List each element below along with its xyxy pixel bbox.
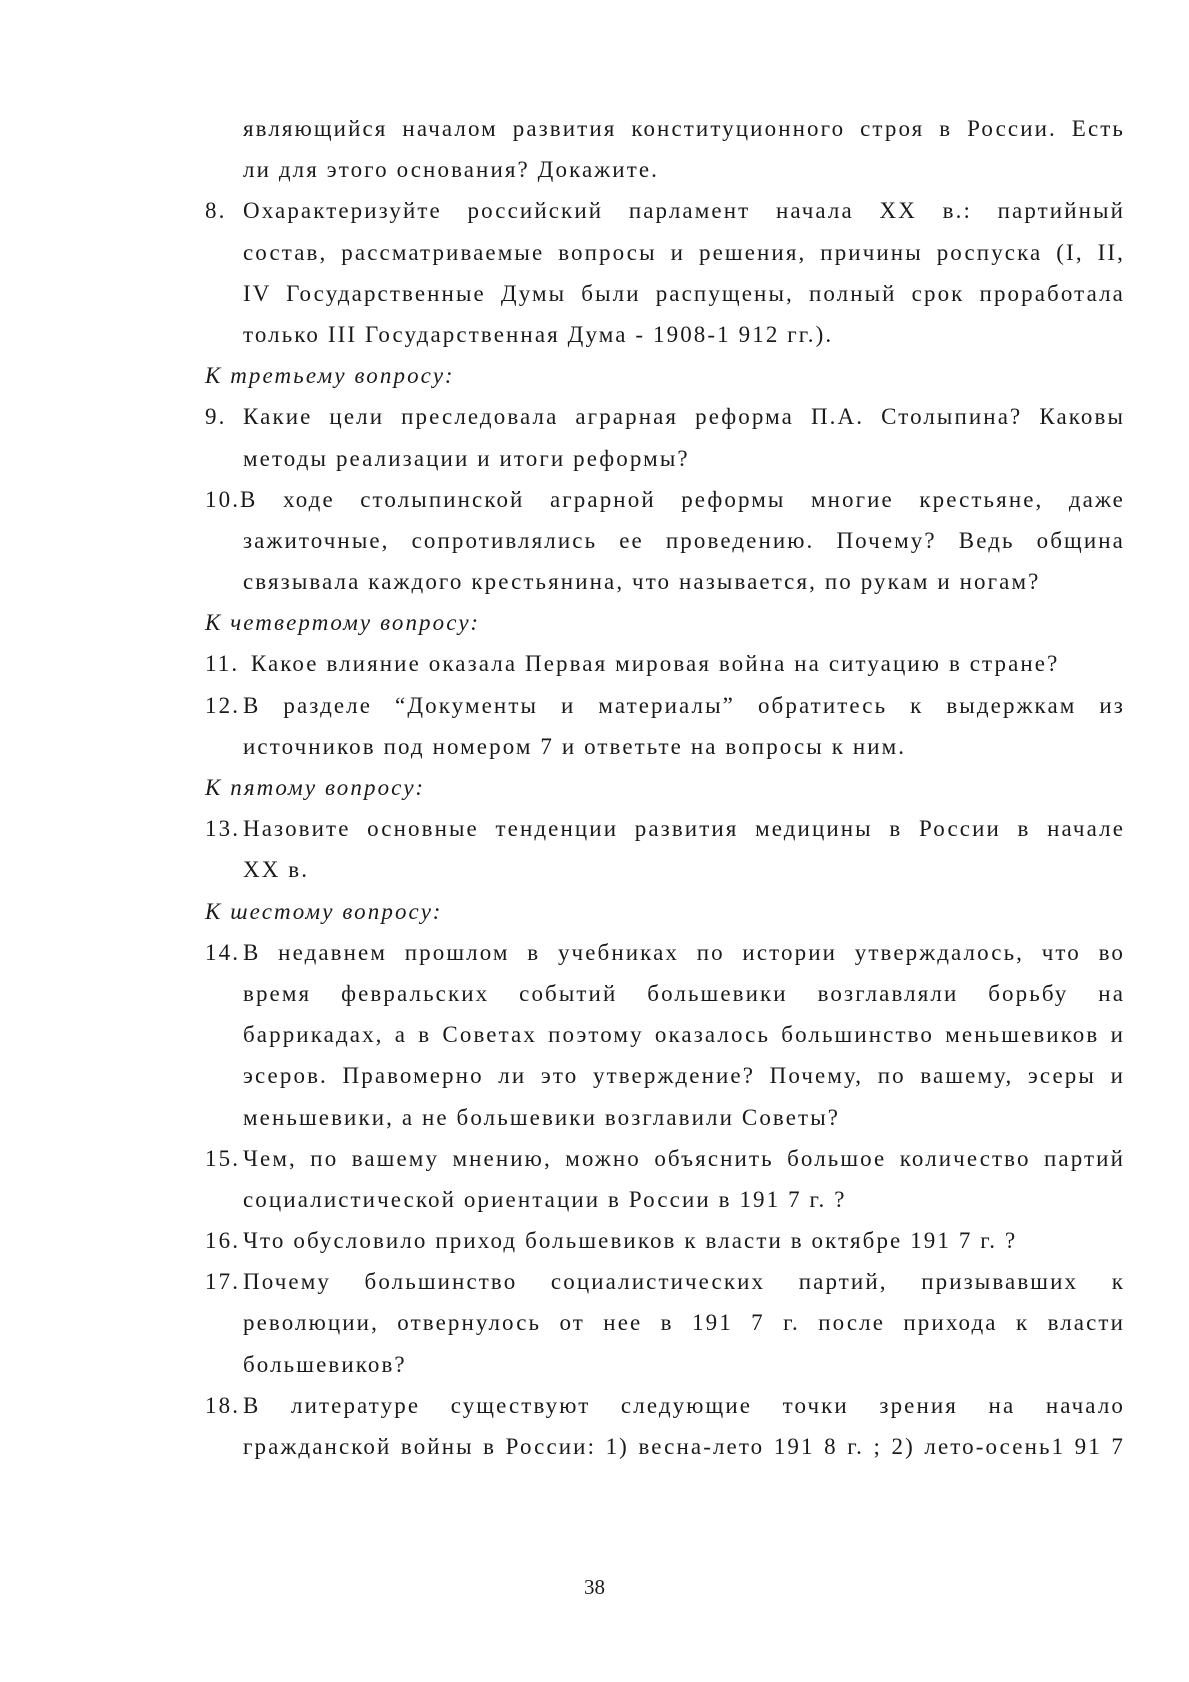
text-line: эсеров. Правомерно ли это утверждение? Почему, по вашему, эсеры и: [243, 1063, 1125, 1089]
list-item-text: Почему большинство социалистических партий, призывавших к: [243, 1269, 1125, 1295]
section-heading: К шестому вопросу:: [205, 898, 443, 924]
list-number: 14.: [205, 939, 241, 965]
list-item-9: [205, 396, 1125, 437]
list-item-18: [205, 1385, 1125, 1426]
list-number: 17.: [205, 1269, 241, 1295]
text-line: XX в.: [243, 857, 310, 883]
page-number: 38: [584, 1575, 605, 1599]
text-line: социалистической ориентации в России в 191 7 г. ?: [243, 1186, 847, 1212]
text-line: состав, рассматриваемые вопросы и решения, причины роспуска (I, II,: [243, 239, 1125, 265]
list-item-text: В недавнем прошлом в учебниках по истории утверждалось, что во: [243, 939, 1125, 965]
list-number: 12.: [205, 692, 241, 718]
list-number: 9.: [205, 404, 227, 430]
list-item-16: [205, 1220, 1125, 1261]
section-heading: К четвертому вопросу:: [205, 610, 481, 636]
list-item-text: В литературе существуют следующие точки зрения на начало: [243, 1392, 1125, 1418]
text-line: методы реализации и итоги реформы?: [243, 445, 690, 471]
text-line: являющийся началом развития конституционного строя в России. Есть: [243, 116, 1125, 141]
list-number: 13.: [205, 816, 241, 842]
text-line: IV Государственные Думы были распущены, полный срок проработала: [243, 280, 1125, 306]
text-line: ли для этого основания? Докажите.: [243, 157, 660, 183]
list-item-text: В разделе “Документы и материалы” обратитесь к выдержкам из: [243, 692, 1125, 718]
text-line: время февральских событий большевики возглавляли борьбу на: [243, 980, 1125, 1006]
list-item-13: [205, 808, 1125, 849]
list-item-text: Назовите основные тенденции развития медицины в России в начале: [243, 816, 1125, 842]
text-line: меньшевики, а не большевики возглавили Советы?: [243, 1104, 841, 1130]
section-heading: К третьему вопросу:: [205, 363, 455, 389]
list-item-12: [205, 685, 1125, 726]
list-number: 11.: [205, 651, 240, 677]
text-line: связывала каждого крестьянина, что называется, по рукам и ногам?: [243, 569, 1041, 595]
text-line: гражданской войны в России: 1) весна-лето 191 8 г. ; 2) лето-осень1 91 7: [243, 1434, 1125, 1459]
text-line: источников под номером 7 и ответьте на вопросы к ним.: [243, 733, 907, 759]
page-text: [205, 108, 1125, 1467]
list-item-10: 10.В ходе столыпинской аграрной реформы многие крестьяне, даже: [205, 486, 1125, 512]
list-number: 8.: [205, 198, 227, 224]
list-item-text: Какие цели преследовала аграрная реформа П.А. Столыпина? Каковы: [243, 404, 1125, 430]
list-item-8: [205, 190, 1125, 231]
section-heading: К пятому вопросу:: [205, 775, 426, 800]
text-line: революции, отвернулось от нее в 191 7 г. после прихода к власти: [243, 1310, 1125, 1336]
text-line: только III Государственная Дума - 1908-1 912 гг.).: [243, 321, 834, 347]
list-item-15: [205, 1138, 1125, 1179]
list-item-text: Охарактеризуйте российский парламент начала XX в.: партийный: [243, 198, 1125, 224]
list-item-text: Чем, по вашему мнению, можно объяснить большое количество партий: [243, 1145, 1125, 1171]
list-number: 15.: [205, 1145, 241, 1171]
list-item-text: Какое влияние оказала Первая мировая война на ситуацию в стране?: [243, 651, 1060, 677]
list-item-14: [205, 932, 1125, 973]
list-item-11: [205, 643, 1125, 684]
text-line: баррикадах, а в Советах поэтому оказалось большинство меньшевиков и: [243, 1022, 1125, 1048]
text-line: зажиточные, сопротивлялись ее проведению. Почему? Ведь община: [243, 527, 1125, 553]
list-number: 18.: [205, 1392, 241, 1418]
list-item-17: [205, 1261, 1125, 1302]
list-item-text: Что обусловило приход большевиков к власти в октябре 191 7 г. ?: [243, 1228, 1018, 1254]
text-line: большевиков?: [243, 1351, 407, 1377]
list-number: 16.: [205, 1228, 241, 1254]
